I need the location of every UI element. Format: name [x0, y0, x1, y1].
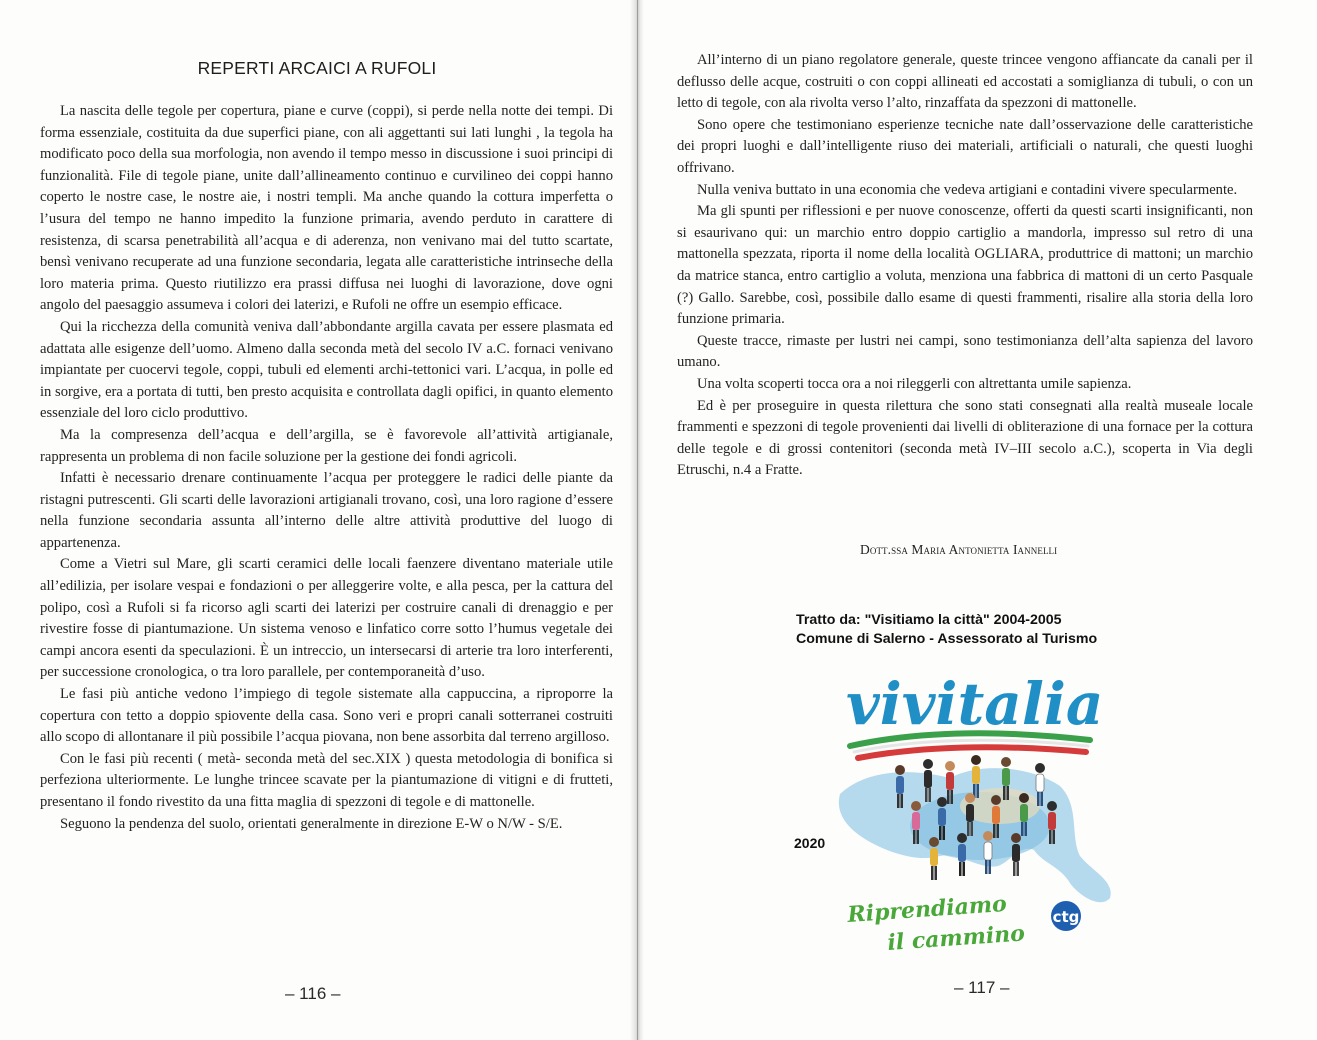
paragraph: Le fasi più antiche vedono l’impiego di tegole sistemate alla cappuccina, a riproporre la copertura con tetto a doppio spiovente della casa. Sono veri e propri canali sotterranei costruiti allo scopo di allontanare il più possibile l’acqua piovana, non bene assorbita dal terreno argilloso.: [40, 686, 613, 746]
paragraph: Infatti è necessario drenare continuamente l’acqua per proteggere le radici delle piante da ristagni putrescenti. Gli scarti delle lavorazioni artigianali trovano, così, una loro ragione d’essere nella funzione secondaria assunta all’interno delle altre attività produttive del luogo di appartenenza.: [40, 470, 613, 551]
paragraph: Seguono la pendenza del suolo, orientati generalmente in direzione E-W o N/W - S/E.: [60, 815, 563, 832]
person-figure: [1011, 833, 1021, 876]
year-label: 2020: [794, 835, 826, 851]
svg-text:ctg: ctg: [1052, 908, 1080, 926]
source-line-title: Tratto da: "Visitiamo la città" 2004-2005: [796, 612, 1062, 628]
paragraph: Sono opere che testimoniano esperienze tecniche nate dall’osservazione delle caratteristiche dei propri luoghi e dall’intelligente riuso dei materiali, artificiali o naturali, che questi luoghi offrivano.: [677, 116, 1253, 176]
flag-swoosh-red: [858, 747, 1086, 758]
vivitalia-logo: [830, 666, 1120, 966]
right-page: [634, 0, 1317, 1040]
paragraph: Ma la compresenza dell’acqua e dell’argilla, se è favorevole all’attività artigianale, rappresenta un problema di non facile soluzione per la gestione dei fondi agricoli.: [40, 426, 613, 465]
author-signature: Dott.ssa Maria Antonietta Iannelli: [860, 542, 1058, 557]
source-credit: [796, 611, 1097, 649]
paragraph: Nulla veniva buttato in una economia che vedeva artigiani e contadini vivere specularmente.: [697, 181, 1238, 198]
person-figure: [957, 833, 967, 876]
paragraph: Come a Vietri sul Mare, gli scarti ceramici delle locali faenzere diventano materiale utile all’edilizia, per isolare vespai e fondazioni o per alleggerire volte, e alla pesca, per la cattura del polipo, così a Rufoli si fa ricorso agli scarti dei laterizi per costruire canali di drenaggio e per rivestire fosse di piantumazione. Un sistema venoso e linfatico corre sotto l’humus vegetale dei campi ancora esenti da speculazioni. È un intreccio, un intersecarsi di arterie tra loro interferenti, per successione cronologica, o tra loro parallele, per contemporaneità d’uso.: [40, 556, 613, 681]
source-line-publisher: Comune di Salerno - Assessorato al Turismo: [796, 631, 1098, 647]
paragraph: All’interno di un piano regolatore generale, queste trincee vengono affiancate da canali per il deflusso delle acque, costruiti o con coppi allineati ed accostati a somiglianza di tubuli, o con un letto di tegole, con ala rivolta verso l’alto, rinzaffata da spezzoni di mattonelle.: [677, 52, 1253, 112]
page-number: – 117 –: [954, 978, 1010, 997]
left-page: [0, 0, 634, 1040]
page-number: – 116 –: [285, 984, 341, 1003]
paragraph: Ed è per proseguire in questa rilettura che sono stati consegnati alla realtà museale locale frammenti e spezzoni di tegole provenienti dai livelli di obliterazione di una fornace per la cottura delle tegole e di grossi contenitori (seconda metà IV–III secolo a.C.), scoperta in Via degli Etruschi, n.4 a Fratte.: [677, 397, 1253, 479]
logo-slogan-line-1: Riprendiamo: [846, 890, 1008, 928]
paragraph: Ma gli spunti per riflessioni e per nuove conoscenze, offerti da questi scarti insignificanti, non si esaurivano qui: un marchio entro doppio cartiglio a mandorla, impresso sul retro di una mattonella spezzata, riporta il nome della località OGLIARA, produttrice di mattoni; un marchio da matrice stanca, entro cartiglio a voluta, menziona una fabbrica di mattoni di un certo Pasquale (?) Gallo. Sarebbe, così, possibile dallo esame di questi frammenti, risalire alla storia della loro funzione primaria.: [677, 203, 1253, 328]
person-figure: [983, 831, 993, 874]
right-page-body: [677, 50, 1253, 482]
logo-slogan-line-2: il cammino: [886, 920, 1026, 956]
person-figure: [929, 837, 939, 880]
paragraph: Queste tracce, rimaste per lustri nei campi, sono testimonianza dell’alta sapienza del lavoro umano.: [677, 332, 1253, 371]
paragraph: Una volta scoperti tocca ora a noi rileggerli con altrettanta umile sapienza.: [697, 375, 1132, 392]
paragraph: La nascita delle tegole per copertura, piane e curve (coppi), si perde nella notte dei tempi. Di forma essenziale, costituita da due superfici piane, con ali aggettanti sui lati lunghi , la tegola ha modificato poco della sua morfologia, non avendo il tempo messo in discussione i suoi principi di funzionalità. File di tegole piane, unite dall’allineamento continuo e curvilineo dei coppi hanno coperto le nostre case, le nostre aie, i nostri templi. Ma anche quando la cottura imperfetta o l’usura del tempo ne hanno impedito la funzione primaria, avendo perduto in carattere di resistenza, di scarsa penetrabilità all’acqua e di aderenza, non venivano mai del tutto scartate, bensì venivano recuperate ad una funzione secondaria, legata alle caratteristiche intrinseche della loro materia prima. Questo riutilizzo era prassi diffusa nei luoghi di lavorazione, dove ogni angolo del paesaggio assumeva i colori dei laterizi, e Rufoli ne offre un esempio efficace.: [40, 103, 613, 314]
logo-wordmark: vivitalia: [846, 670, 1104, 738]
ctg-brand-mark: [1051, 901, 1081, 931]
left-page-body: [40, 101, 613, 835]
paragraph: Qui la ricchezza della comunità veniva dall’abbondante argilla cavata per essere plasmata ed adattata alle esigenze dell’uomo. Almeno dalla seconda metà del secolo IV a.C. fornaci venivano impiantate per cuocervi tegole, coppi, tubuli ed elementi archi-tettonici vari. L’acqua, in polle ed in sorgive, era a portata di tutti, ben presto acquisita e controllata dagli opifici, in quanto elemento essenziale del loro ciclo produttivo.: [40, 318, 613, 422]
page-title: REPERTI ARCAICI A RUFOLI: [197, 58, 437, 78]
paragraph: Con le fasi più recenti ( metà- seconda metà del sec.XIX ) questa metodologia di bonifica si perfeziona ulteriormente. Le lunghe trincee scavate per la piantumazione di vitigni e di frutteti, presentano il fondo rivestito da una fitta maglia di spezzoni di tegole e di mattonelle.: [40, 750, 613, 810]
